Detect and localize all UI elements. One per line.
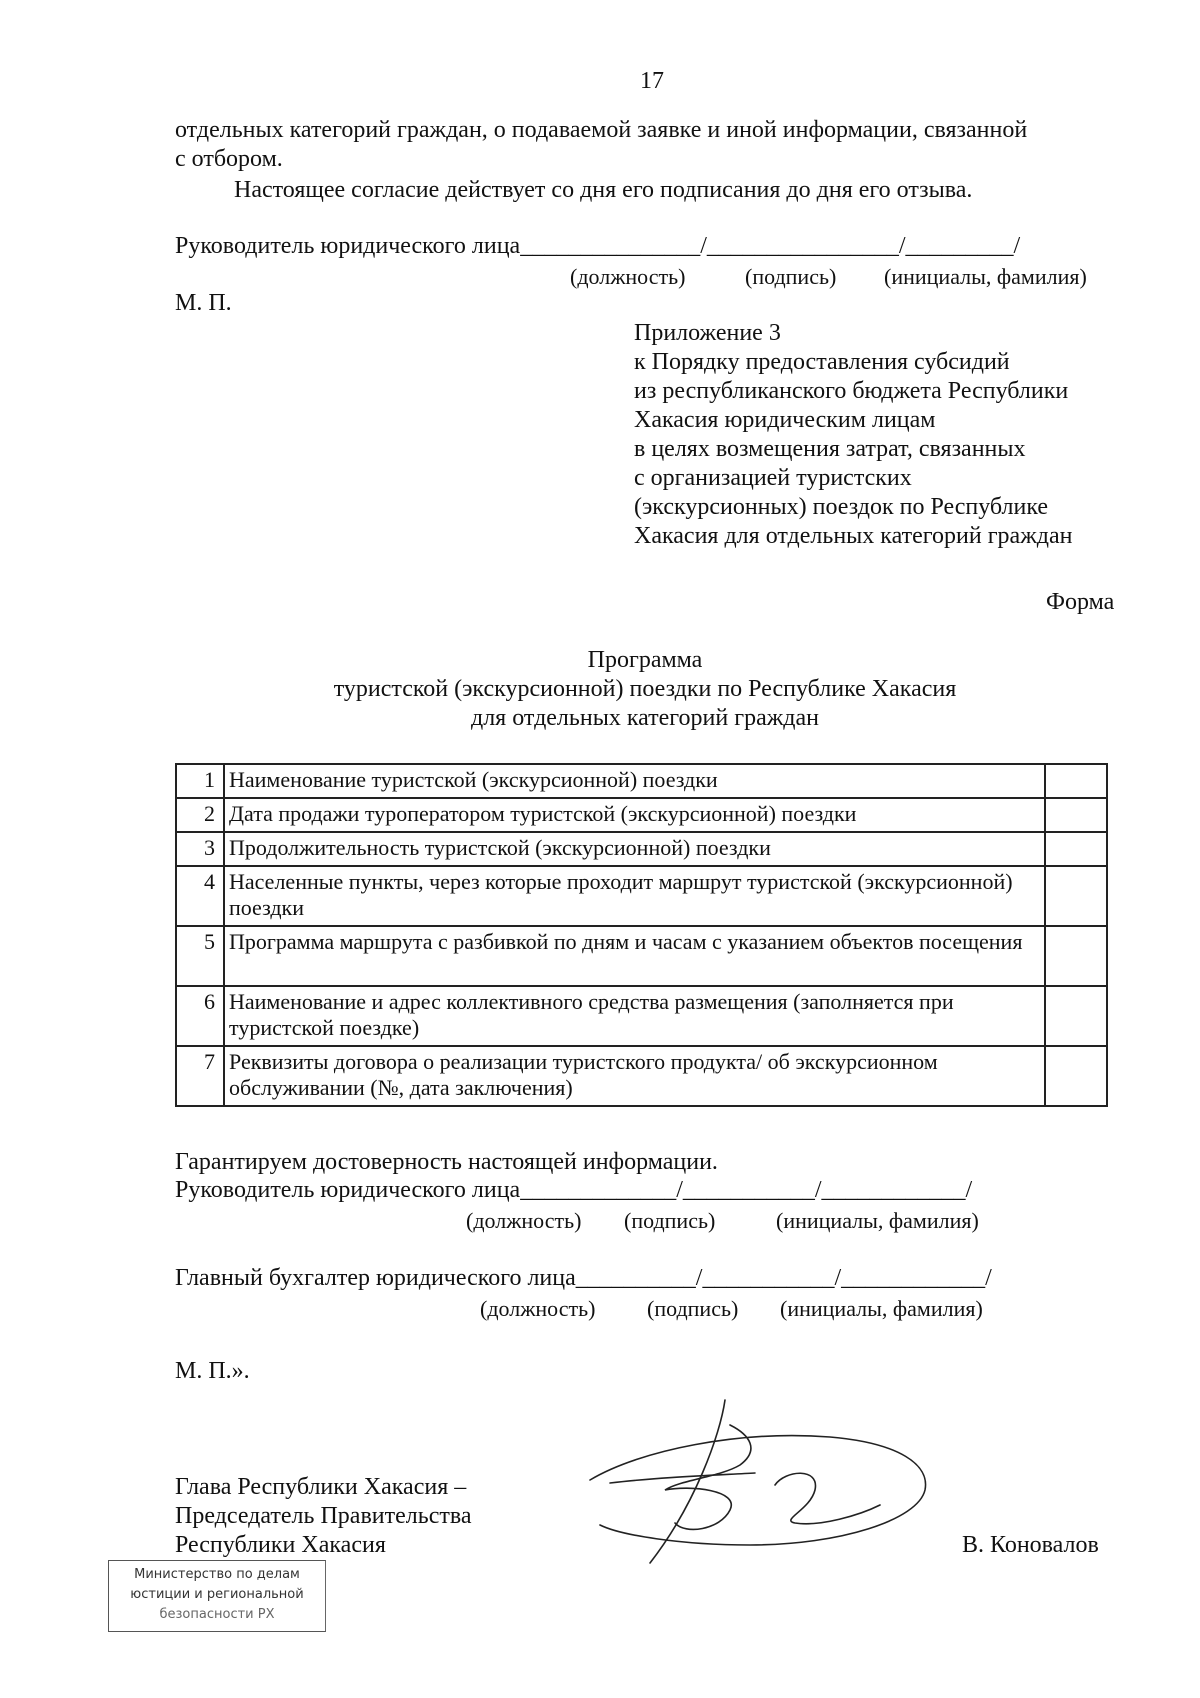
page-number: 17 [640, 68, 664, 94]
stamp-line: Министерство по делам [134, 1567, 300, 1582]
program-table [175, 763, 1108, 1107]
body-text-line: с отбором. [175, 146, 283, 172]
signature-blanks: _______________/________________/_________/ [520, 233, 1021, 259]
row-number: 6 [176, 986, 224, 1046]
caption-signature: (подпись) [745, 264, 837, 289]
table-row [176, 866, 1107, 926]
row-value-cell[interactable] [1045, 926, 1107, 986]
caption-name: (инициалы, фамилия) [780, 1296, 983, 1321]
caption-signature: (подпись) [624, 1208, 716, 1233]
row-value-cell[interactable] [1045, 1046, 1107, 1106]
row-value-cell[interactable] [1045, 832, 1107, 866]
row-number: 7 [176, 1046, 224, 1106]
signature-label: Руководитель юридического лица [175, 233, 521, 259]
caption-name: (инициалы, фамилия) [776, 1208, 979, 1233]
row-label: Наименование туристской (экскурсионной) поездки [224, 764, 1045, 798]
signature-line-director [175, 232, 1020, 260]
stamp-line: безопасности РХ [159, 1607, 275, 1622]
body-text-line: отдельных категорий граждан, о подаваемой заявке и иной информации, связанной [175, 117, 1028, 143]
caption-position: (должность) [480, 1296, 596, 1321]
row-number: 5 [176, 926, 224, 986]
row-label: Продолжительность туристской (экскурсионной) поездки [224, 832, 1045, 866]
official-title: Республики Хакасия [175, 1532, 386, 1558]
document-title: Программа [587, 647, 703, 673]
row-number: 1 [176, 764, 224, 798]
registration-stamp [108, 1560, 326, 1632]
guarantee-statement: Гарантируем достоверность настоящей информации. [175, 1149, 718, 1175]
document-subtitle: туристской (экскурсионной) поездки по Республике Хакасия [333, 676, 957, 702]
table-row [176, 926, 1107, 986]
seal-placeholder: М. П. [175, 290, 232, 316]
signature-blanks: __________/___________/____________/ [575, 1265, 992, 1291]
form-label: Форма [1046, 589, 1115, 615]
row-label: Населенные пункты, через которые проходит маршрут туристской (экскурсионной) поездки [224, 866, 1045, 926]
row-label: Наименование и адрес коллективного средства размещения (заполняется при туристской поездке) [224, 986, 1045, 1046]
appendix-line: в целях возмещения затрат, связанных [634, 436, 1026, 462]
appendix-header [634, 319, 1154, 559]
row-value-cell[interactable] [1045, 866, 1107, 926]
appendix-line: Хакасия юридическим лицам [634, 407, 936, 433]
handwritten-signature [580, 1395, 940, 1570]
signature-line-accountant [175, 1264, 992, 1292]
signature-blanks: _____________/___________/____________/ [520, 1177, 973, 1203]
caption-position: (должность) [466, 1208, 582, 1233]
caption-position: (должность) [570, 264, 686, 289]
table-row [176, 986, 1107, 1046]
table-row [176, 798, 1107, 832]
official-name: В. Коновалов [962, 1532, 1099, 1558]
row-number: 3 [176, 832, 224, 866]
row-value-cell[interactable] [1045, 986, 1107, 1046]
table-row [176, 1046, 1107, 1106]
appendix-line: Приложение 3 [634, 320, 781, 346]
signature-label: Руководитель юридического лица [175, 1177, 521, 1203]
seal-placeholder: М. П.». [175, 1358, 250, 1384]
row-label: Реквизиты договора о реализации туристского продукта/ об экскурсионном обслуживании (№, дата заключения) [224, 1046, 1045, 1106]
signature-label: Главный бухгалтер юридического лица [175, 1265, 576, 1291]
appendix-line: к Порядку предоставления субсидий [634, 349, 1010, 375]
official-title: Председатель Правительства [175, 1503, 472, 1529]
stamp-line: юстиции и региональной [130, 1587, 304, 1602]
appendix-line: (экскурсионных) поездок по Республике [634, 494, 1049, 520]
document-subtitle: для отдельных категорий граждан [470, 705, 820, 731]
table-row [176, 832, 1107, 866]
row-value-cell[interactable] [1045, 764, 1107, 798]
row-label: Дата продажи туроператором туристской (экскурсионной) поездки [224, 798, 1045, 832]
table-row [176, 764, 1107, 798]
appendix-line: с организацией туристских [634, 465, 912, 491]
appendix-line: из республиканского бюджета Республики [634, 378, 1069, 404]
row-number: 2 [176, 798, 224, 832]
row-number: 4 [176, 866, 224, 926]
signature-line-director [175, 1176, 972, 1204]
official-title: Глава Республики Хакасия – [175, 1474, 467, 1500]
row-value-cell[interactable] [1045, 798, 1107, 832]
consent-statement: Настоящее согласие действует со дня его подписания до дня его отзыва. [234, 177, 973, 203]
caption-signature: (подпись) [647, 1296, 739, 1321]
row-label: Программа маршрута с разбивкой по дням и часам с указанием объектов посещения [224, 926, 1045, 986]
appendix-line: Хакасия для отдельных категорий граждан [634, 523, 1073, 549]
caption-name: (инициалы, фамилия) [884, 264, 1087, 289]
